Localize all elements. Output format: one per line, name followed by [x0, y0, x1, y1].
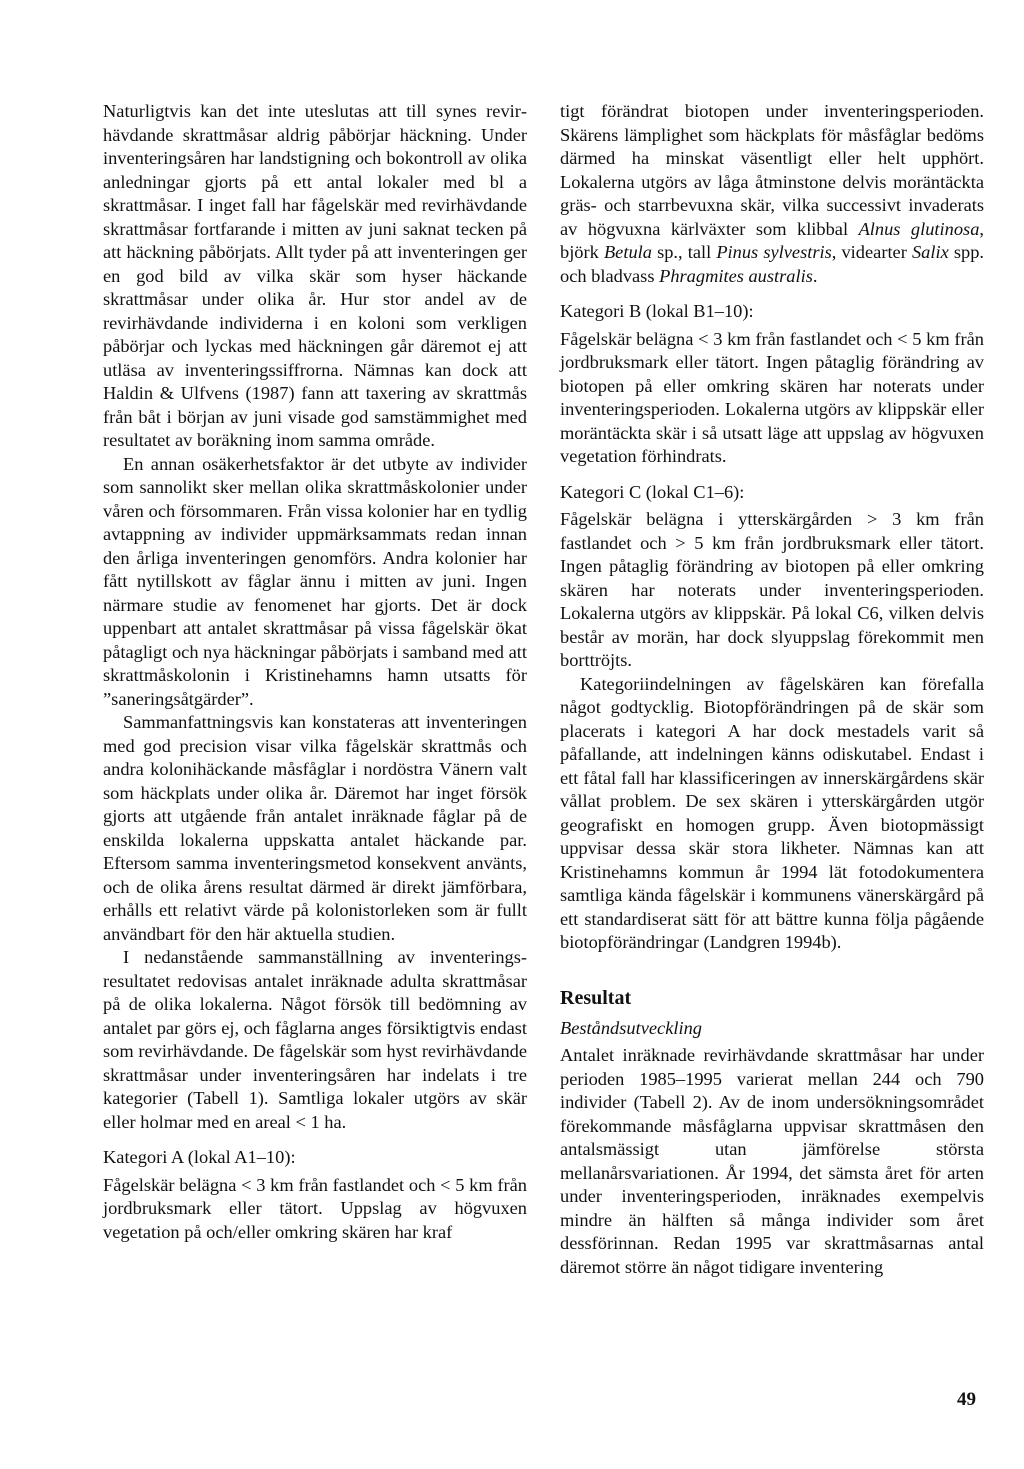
category-a-text-part: spp. och bladvass: [560, 242, 984, 286]
page-number: 49: [957, 1389, 976, 1410]
category-a-heading: Kategori A (lokal A1–10):: [103, 1147, 296, 1167]
paragraph-observation-uncertainty: Naturligtvis kan det inte uteslutas att till synes revirhävdande skrattmåsar aldrig påbörjar häckning. Under inventeringsåren har landstigning och bokontroll av olika anledningar gjorts på ett antal lokaler med bl a skrattmåsar. I inget fall har fågelskär med revirhävdande skrattmåsar fortfarande i mitten av juni saknat tecken på att häckning påbörjats. Allt tyder på att inventeringen ger en god bild av vilka skär som hyser häckande skrattmåsar under olika år. Hur stor andel av de revirhävdande individerna i en koloni som verkligen påbörjar och lyckas med häckningen går däremot ej att utläsa av inventeringssiffrorna. Nämnas kan dock att Haldin & Ulfvens (1987) fann att taxering av skrattmås från båt i början av juni visade god samstämmighet med resultatet av boräkning inom samma område.: [103, 101, 527, 450]
category-a-text-part: sp., tall: [651, 242, 717, 262]
category-a-text-part: .: [812, 265, 818, 286]
category-a-continuation: [560, 100, 984, 288]
category-c-text: Fågelskär belägna i ytterskärgården > 3 km från fastlandet och > 5 km från jordbruksmark eller tätort. Ingen påtaglig förändring av biotopen på eller omkring skären har noterats under inventeringsperioden. Lokalerna utgörs av klippskär. På lokal C6, vilken delvis består av morän, har dock slyuppslag förekommit men borttröjts.: [560, 509, 984, 670]
paragraph-summary: Sammanfattningsvis kan konstateras att inventeringen med god precision visar vilka fågelskär skrattmås och andra kolonihäckande måsfåglar i nordöstra Vänern valt som häckplats under olika år. Däremot har inget försök gjorts att utgående från antalet inräknade fåglar på de enskilda lokalerna uppskatta antalet häckande par. Eftersom samma inventeringsmetod konsekvent använts, och de olika årens resultat därmed är direkt jämförbara, erhålls ett relativt värde på kolonistorleken som är fullt användbart för den här aktuella studien.: [103, 712, 527, 944]
left-column: [103, 100, 527, 1244]
species-betula: Betula: [603, 242, 652, 262]
category-b-text: Fågelskär belägna < 3 km från fastlandet och < 5 km från jordbruksmark eller tätort. Ingen påtaglig förändring av biotopen på eller omkring skären har noterats under inventeringsperioden. Lokalerna utgörs av klippskär eller moräntäckta skär i så utsatt läge att uppslag av högvuxen vegetation förhindrats.: [560, 328, 984, 466]
species-phragmites: Phragmites australis: [659, 265, 813, 286]
category-a-text-part: tigt förändrat biotopen under inventeringsperioden. Skärens lämplighet som häckplats för måsfåglar bedöms därmed ha minskat väsentligt eller helt upphört. Lokalerna utgörs av låga åtminstone delvis moräntäckta gräs- och starrbevuxna skär, vilka successivt invaderats av högvuxna kärlväxter som klibbal: [560, 101, 984, 239]
category-a-text-part: , videarter: [831, 242, 912, 262]
species-pinus: Pinus sylvestris: [716, 242, 832, 262]
paragraph-compilation: I nedanstående sammanställning av inventeringsresultatet redovisas antalet inräknade adulta skrattmåsar på de olika lokalerna. Något försök till bedömning av antalet par görs ej, och fåglarna anges försiktigtvis endast som revirhävdande. De fågelskär som hyst revirhävdande skrattmåsar under inventeringsåren har indelats i tre kategorier (Tabell 1). Samtliga lokaler utgörs av skär eller holmar med en areal < 1 ha.: [103, 947, 527, 1132]
paragraph-categorization: Kategoriindelningen av fågelskären kan förefalla något godtycklig. Biotopförändringen på de skär som placerats i kategori A har dock mestadels varit så påfallande, att indelningen känns odiskutabel. Endast i ett fåtal fall har klassificeringen av innerskärgårdens skär vållat problem. De sex skären i ytterskärgården utgör geografiskt en homogen grupp. Även biotopmässigt uppvisar dessa skär stora likheter. Nämnas kan att Kristinehamns kommun år 1994 lät fotodokumentera samtliga kända fågelskär i kommunens vänerskärgård på ett standardiserat sätt för att bättre kunna följa pågående biotopförändringar (Landgren 1994b).: [560, 673, 984, 952]
category-b-heading: Kategori B (lokal B1–10):: [560, 301, 754, 321]
species-alnus: Alnus glutinosa: [858, 218, 980, 239]
paragraph-results: Antalet inräknade revirhävdande skrattmåsar har under perioden 1985–1995 varierat mellan 244 och 790 individer (Tabell 2). Av de inom undersökningsområdet förekommande måsfåglarna uppvisar skrattmåsen den antalsmässigt utan jämförelse största mellanårsvariationen. År 1994, det sämsta året för arten under inventeringsperioden, inräknades exempelvis mindre än hälften så många individer som året dessförinnan. Redan 1995 var skrattmåsarnas antal däremot större än något tidigare inventering: [560, 1045, 984, 1277]
category-a-text-part: , björk: [560, 218, 985, 262]
paragraph-individual-exchange: En annan osäkerhetsfaktor är det utbyte av individer som sannolikt sker mellan olika skrattmåskolonier under våren och försommaren. Från vissa kolonier har en tydlig avtappning av individer uppmärksammats redan innan den årliga inventeringen genomförs. Andra kolonier har fått nytillskott av fåglar ännu i mitten av juni. Ingen närmare studie av fenomenet har gjorts. Det är dock uppenbart att antalet skrattmåsar på vissa fågelskär ökat påtagligt och nya häckningar påbörjats i samband med att skrattmåskolonin i Kristinehamns hamn utsatts för ”saneringsåtgärder”.: [103, 453, 527, 709]
category-c-heading: Kategori C (lokal C1–6):: [560, 481, 745, 502]
right-column: [560, 100, 984, 1279]
section-heading-results: Resultat: [560, 986, 632, 1009]
category-a-text: Fågelskär belägna < 3 km från fastlandet och < 5 km från jordbruksmark eller tätort. Uppslag av högvuxen vegetation på och/eller omkring skären har kraf: [103, 1174, 527, 1242]
subsection-heading-population-trend: Beståndsutveckling: [560, 1017, 702, 1038]
species-salix: Salix: [911, 242, 949, 262]
